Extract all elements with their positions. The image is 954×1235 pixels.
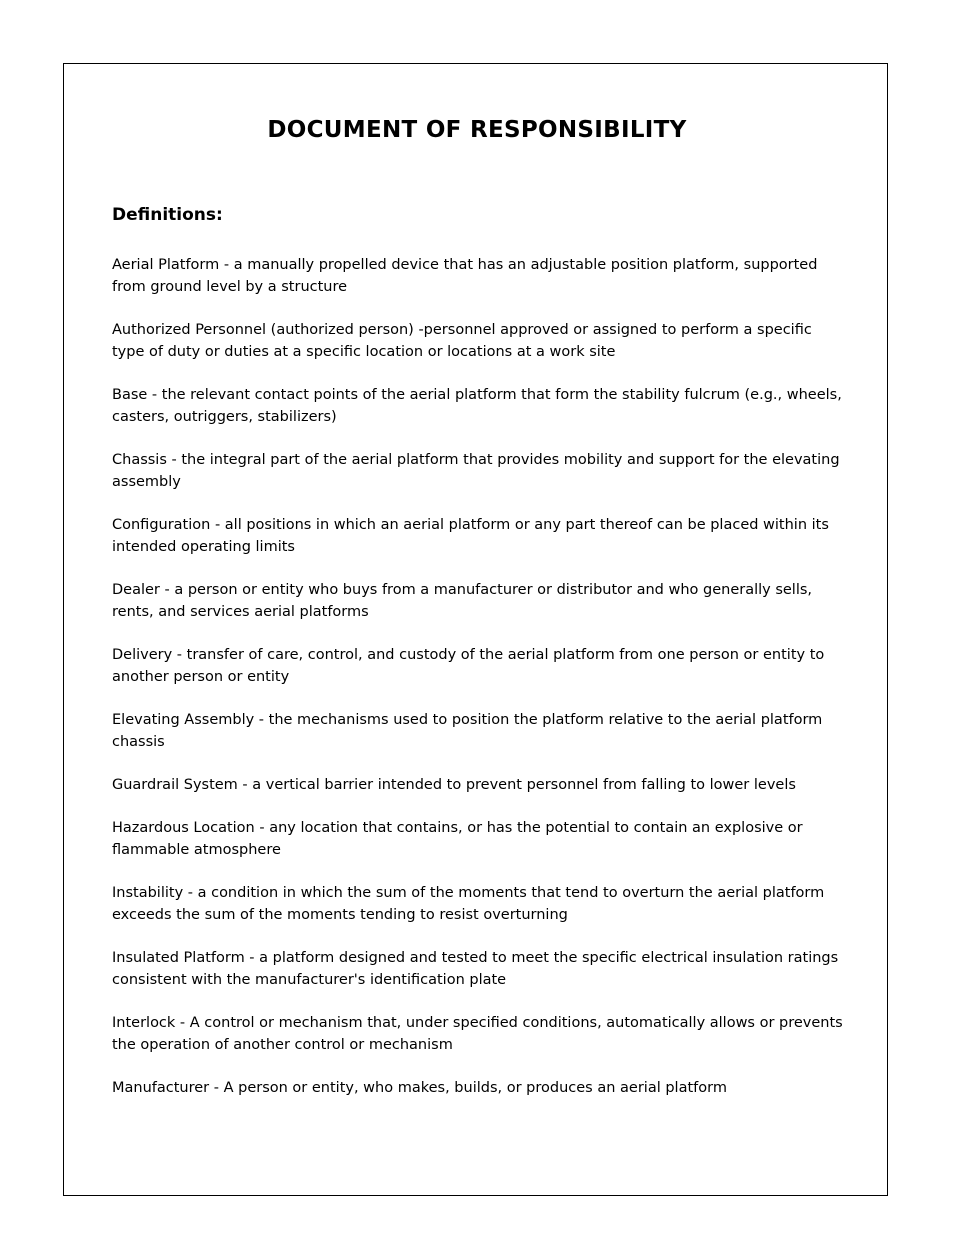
definition-hazardous-location: Hazardous Location - any location that contains, or has the potential to contain an explosive or flammable atmosphere bbox=[112, 820, 803, 858]
definitions-list bbox=[112, 254, 847, 1120]
definition-authorized-personnel: Authorized Personnel (authorized person) -personnel approved or assigned to perform a specific type of duty or duties at a specific location or locations at a work site bbox=[112, 322, 812, 360]
definitions-heading: Definitions: bbox=[112, 205, 223, 225]
document-title: DOCUMENT OF RESPONSIBILITY bbox=[267, 117, 687, 143]
definition-insulated-platform: Insulated Platform - a platform designed and tested to meet the specific electrical insulation ratings consistent with the manufacturer's identification plate bbox=[112, 950, 839, 988]
definition-chassis: Chassis - the integral part of the aerial platform that provides mobility and support for the elevating assembly bbox=[112, 452, 840, 490]
definition-instability: Instability - a condition in which the sum of the moments that tend to overturn the aerial platform exceeds the sum of the moments tending to resist overturning bbox=[112, 885, 825, 923]
definition-manufacturer: Manufacturer - A person or entity, who makes, builds, or produces an aerial platform bbox=[112, 1080, 727, 1096]
definition-delivery: Delivery - transfer of care, control, and custody of the aerial platform from one person or entity to another person or entity bbox=[112, 647, 825, 685]
definition-interlock: Interlock - A control or mechanism that, under specified conditions, automatically allows or prevents the operation of another control or mechanism bbox=[112, 1015, 843, 1053]
definition-elevating-assembly: Elevating Assembly - the mechanisms used to position the platform relative to the aerial platform chassis bbox=[112, 712, 823, 750]
definition-configuration: Configuration - all positions in which an aerial platform or any part thereof can be placed within its intended operating limits bbox=[112, 517, 829, 555]
definition-base: Base - the relevant contact points of the aerial platform that form the stability fulcrum (e.g., wheels, casters, outriggers, stabilizers) bbox=[112, 387, 842, 425]
definition-aerial-platform: Aerial Platform - a manually propelled device that has an adjustable position platform, supported from ground level by a structure bbox=[112, 257, 818, 295]
definition-guardrail-system: Guardrail System - a vertical barrier intended to prevent personnel from falling to lower levels bbox=[112, 777, 796, 793]
definition-dealer: Dealer - a person or entity who buys from a manufacturer or distributor and who generally sells, rents, and services aerial platforms bbox=[112, 582, 813, 620]
